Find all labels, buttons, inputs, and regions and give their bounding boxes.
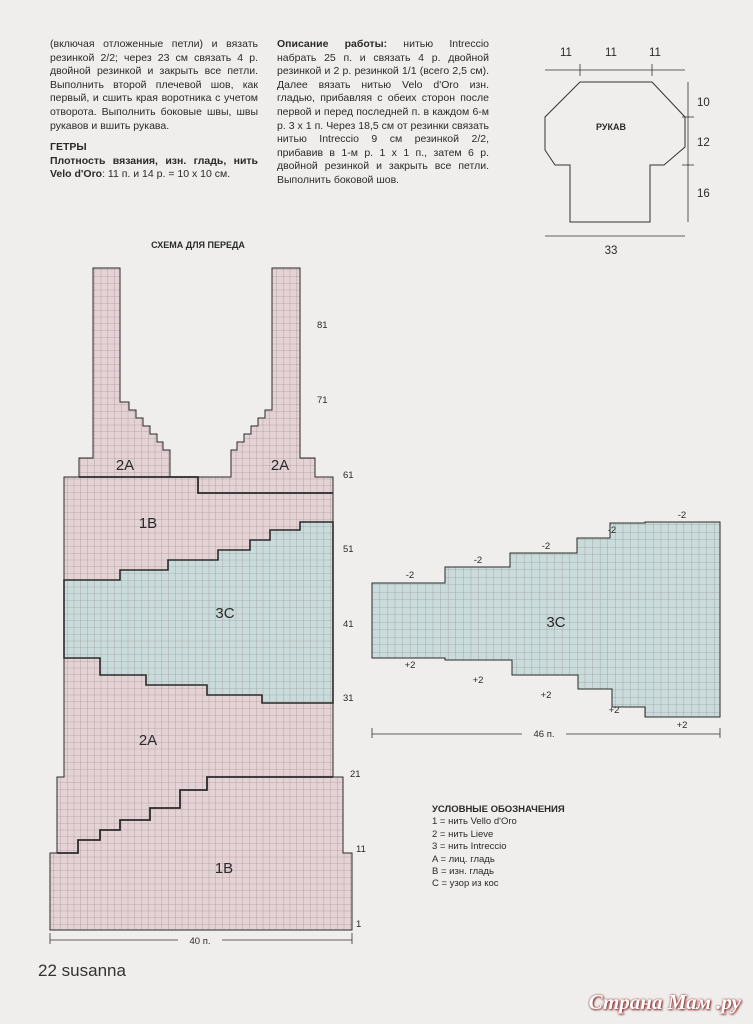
sleeve-dim-right-3: 16 — [697, 188, 710, 200]
work-description-label: Описание работы: — [277, 38, 388, 50]
row-label-61: 61 — [343, 470, 354, 481]
row-label-1: 1 — [356, 919, 362, 930]
legend — [432, 804, 565, 891]
panel-decrease-2: -2 — [473, 555, 483, 566]
page-number: 22 — [38, 961, 57, 980]
legend-item-c: C = узор из кос — [432, 878, 499, 890]
legend-title: УСЛОВНЫЕ ОБОЗНАЧЕНИЯ — [432, 804, 565, 815]
density-label: Плотность вязания, изн. гладь, нить Velo d'Oro — [50, 154, 258, 181]
row-label-11: 11 — [356, 844, 366, 855]
row-label-51: 51 — [343, 544, 354, 555]
sleeve-outline — [545, 82, 685, 222]
panel-increase-3: +2 — [540, 690, 552, 701]
front-width-label: 40 п. — [189, 936, 211, 947]
sleeve-dim-top-3: 11 — [649, 47, 661, 59]
legend-item-1: 1 = нить Vello d'Oro — [432, 816, 517, 828]
watermark-logo: Страна Мам .ру — [588, 990, 741, 1014]
instructions-paragraph: (включая отложенные петли) и вязать резинкой 2/2; через 23 см связать 4 р. двойной резинкой и закрыть все петли. Выполнить второй плечевой шов, как первый, и сшить края воротника с учетом отворота. Выполнить боковые швы, швы рукавов и вшить рукава. — [50, 38, 258, 132]
front-chart — [50, 268, 352, 930]
sleeve-dim-right-2: 12 — [697, 137, 710, 149]
work-description-text: нитью Intreccio набрать 25 п. и связать 4 р. двойной резинкой и 2 р. резинкой 1/1 (всего 2,5 см). Далее вязать нитью Velo d'Oro изн. гладью, прибавляя с обеих сторон после первой и перед последней п. в каждом 6-м р. 3 х 1 п. Через 18,5 см от резинки связать нитью Intreccio 9 см резинкой 2/2, прибавив в 1-м р. 1 х 1 п., затем 6 р. двойной резинкой и закрыть все петли. Выполнить боковой шов. — [277, 38, 489, 186]
row-label-81: 81 — [317, 320, 328, 331]
panel-width-label: 46 п. — [533, 729, 555, 740]
panel-decrease-3: -2 — [541, 541, 551, 552]
front-zone-2a-middle: 2A — [138, 732, 158, 749]
page-footer — [38, 961, 126, 981]
density-value: : 11 п. и 14 р. = 10 х 10 см. — [102, 168, 231, 181]
row-label-71: 71 — [317, 395, 328, 406]
front-chart-title: СХЕМА ДЛЯ ПЕРЕДА — [151, 240, 245, 250]
front-zone-1b-upper: 1B — [138, 515, 158, 532]
panel-zone-3c: 3C — [546, 614, 566, 631]
row-label-41: 41 — [343, 619, 354, 630]
sleeve-dim-top-1: 11 — [560, 47, 572, 59]
sleeve-schematic — [545, 64, 694, 236]
front-zone-3c: 3C — [215, 605, 235, 622]
panel-increase-4: +2 — [608, 705, 620, 716]
legend-item-2: 2 = нить Lieve — [432, 828, 494, 840]
sleeve-title: РУКАВ — [596, 122, 626, 132]
panel-increase-1: +2 — [404, 660, 416, 671]
legend-item-a: A = лиц. гладь — [432, 853, 495, 865]
panel-increase-2: +2 — [472, 675, 484, 686]
row-label-21: 21 — [350, 769, 361, 780]
sleeve-dim-bottom: 33 — [604, 245, 618, 257]
panel-increase-5: +2 — [676, 720, 688, 731]
legend-item-b: B = изн. гладь — [432, 866, 494, 878]
panel-decrease-5: -2 — [677, 510, 687, 521]
getry-heading: ГЕТРЫ — [50, 141, 87, 154]
panel-decrease-1: -2 — [405, 570, 415, 581]
front-zone-2a-right-strap: 2A — [270, 457, 290, 474]
legend-item-3: 3 = нить Intreccio — [432, 841, 507, 853]
front-zone-1b-lower: 1B — [214, 860, 234, 877]
magazine-brand: susanna — [61, 961, 126, 980]
row-label-31: 31 — [343, 693, 354, 704]
front-zone-2a-left-strap: 2A — [115, 457, 135, 474]
panel-decrease-4: -2 — [607, 525, 617, 536]
sleeve-dim-right-1: 10 — [697, 97, 710, 109]
sleeve-dim-top-2: 11 — [605, 47, 617, 59]
